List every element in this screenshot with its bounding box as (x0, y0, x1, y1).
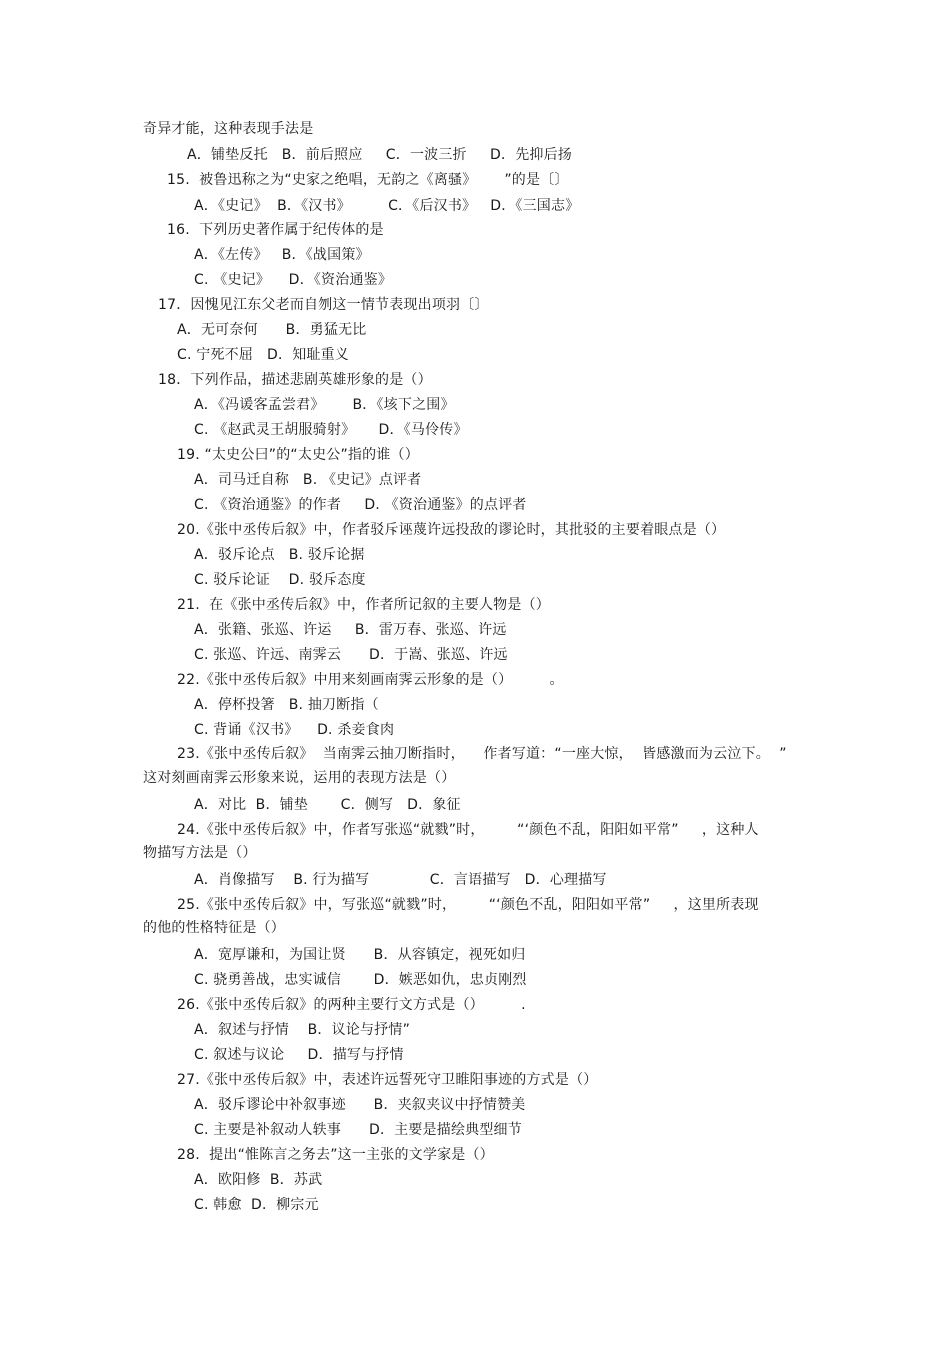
text-line: C. 叙述与议论 D．描写与抒情 (194, 1047, 404, 1063)
text-line: 物描写方法是（） (143, 845, 257, 861)
text-line: 21. 在《张中丞传后叙》中，作者所记叙的主要人物是（） (177, 597, 550, 613)
text-line: 16. 下列历史著作属于纪传体的是 (167, 222, 384, 238)
text-line: C. 《史记》 D．《资治通鉴》 (194, 272, 393, 288)
text-line: A．《左传》 B．《战国策》 (194, 247, 370, 263)
text-line: 19. “太史公曰”的“太史公”指的谁（） (177, 447, 419, 463)
text-line: A．欧阳修 B．苏武 (194, 1172, 323, 1188)
text-line: A．张籍、张巡、许运 B．雷万春、张巡、许远 (194, 622, 507, 638)
text-line: 22.《张中丞传后叙》中用来刻画南霁云形象的是（） 。 (177, 672, 564, 688)
text-line: 27.《张中丞传后叙》中，表述许远誓死守卫睢阳事迹的方式是（） (177, 1072, 598, 1088)
text-line: 的他的性格特征是（） (143, 920, 285, 936)
text-line: 26.《张中丞传后叙》的两种主要行文方式是（） . (177, 997, 526, 1013)
text-line: 24.《张中丞传后叙》中，作者写张巡“就戮”时， “‘颜色不乱，阳阳如平常” ，这种人 (177, 822, 759, 838)
text-line: A．无可奈何 B．勇猛无比 (177, 322, 367, 338)
text-line: A．司马迁自称 B. 《史记》点评者 (194, 472, 422, 488)
text-line: A．叙述与抒情 B．议论与抒情” (194, 1022, 411, 1038)
text-line: 23.《张中丞传后叙》 当南霁云抽刀断指时， 作者写道：“一座大惊， 皆感激而为云泣下。 ” (177, 746, 787, 762)
text-line: C. 驳斥论证 D. 驳斥态度 (194, 572, 366, 588)
text-line: A．《史记》 B．《汉书》 C．《后汉书》 D．《三国志》 (194, 198, 580, 214)
text-line: 25.《张中丞传后叙》中，写张巡“就戮”时， “‘颜色不乱，阳阳如平常” ，这里所表现 (177, 897, 759, 913)
text-line: A．停杯投箸 B. 抽刀断指（ (194, 697, 379, 713)
text-line: C. 宁死不屈 D．知耻重义 (177, 347, 350, 363)
text-line: C. 主要是补叙动人轶事 D．主要是描绘典型细节 (194, 1122, 522, 1138)
text-line: C. 张巡、许远、南霁云 D．于嵩、张巡、许远 (194, 647, 508, 663)
text-line: 18．下列作品，描述悲剧英雄形象的是（） (158, 372, 432, 388)
text-line: A．驳斥谬论中补叙事迹 B．夹叙夹议中抒情赞美 (194, 1097, 526, 1113)
text-line: A．宽厚谦和，为国让贤 B．从容镇定，视死如归 (194, 947, 526, 963)
text-line: A．《冯谖客孟尝君》 B．《垓下之围》 (194, 397, 455, 413)
text-line: 20.《张中丞传后叙》中，作者驳斥诬蔑许远投敌的谬论时，其批驳的主要着眼点是（） (177, 522, 726, 538)
text-line: A．驳斥论点 B. 驳斥论据 (194, 547, 365, 563)
text-line: C. 背诵《汉书》 D. 杀妾食肉 (194, 722, 395, 738)
text-line: 奇异才能，这种表现手法是 (143, 121, 314, 137)
text-line: A．铺垫反托 B．前后照应 C．一波三折 D．先抑后扬 (187, 147, 572, 163)
text-line: A．对比 B．铺垫 C．侧写 D．象征 (194, 797, 461, 813)
text-line: C. 《赵武灵王胡服骑射》 D．《马伶传》 (194, 422, 468, 438)
text-line: C. 韩愈 D．柳宗元 (194, 1197, 319, 1213)
text-line: 这对刻画南霁云形象来说，运用的表现方法是（） (143, 770, 456, 786)
text-line: C. 骁勇善战，忠实诚信 D．嫉恶如仇，忠贞刚烈 (194, 972, 527, 988)
text-line: 28. 提出“惟陈言之务去”这一主张的文学家是（） (177, 1147, 494, 1163)
text-line: 17．因愧见江东父老而自刎这一情节表现出项羽〔〕 (158, 297, 489, 313)
text-line: A．肖像描写 B. 行为描写 C．言语描写 D．心理描写 (194, 872, 607, 888)
text-line: 15. 被鲁迅称之为“史家之绝唱，无韵之《离骚》 ”的是〔〕 (167, 172, 569, 188)
text-line: C. 《资治通鉴》的作者 D. 《资治通鉴》的点评者 (194, 497, 527, 513)
